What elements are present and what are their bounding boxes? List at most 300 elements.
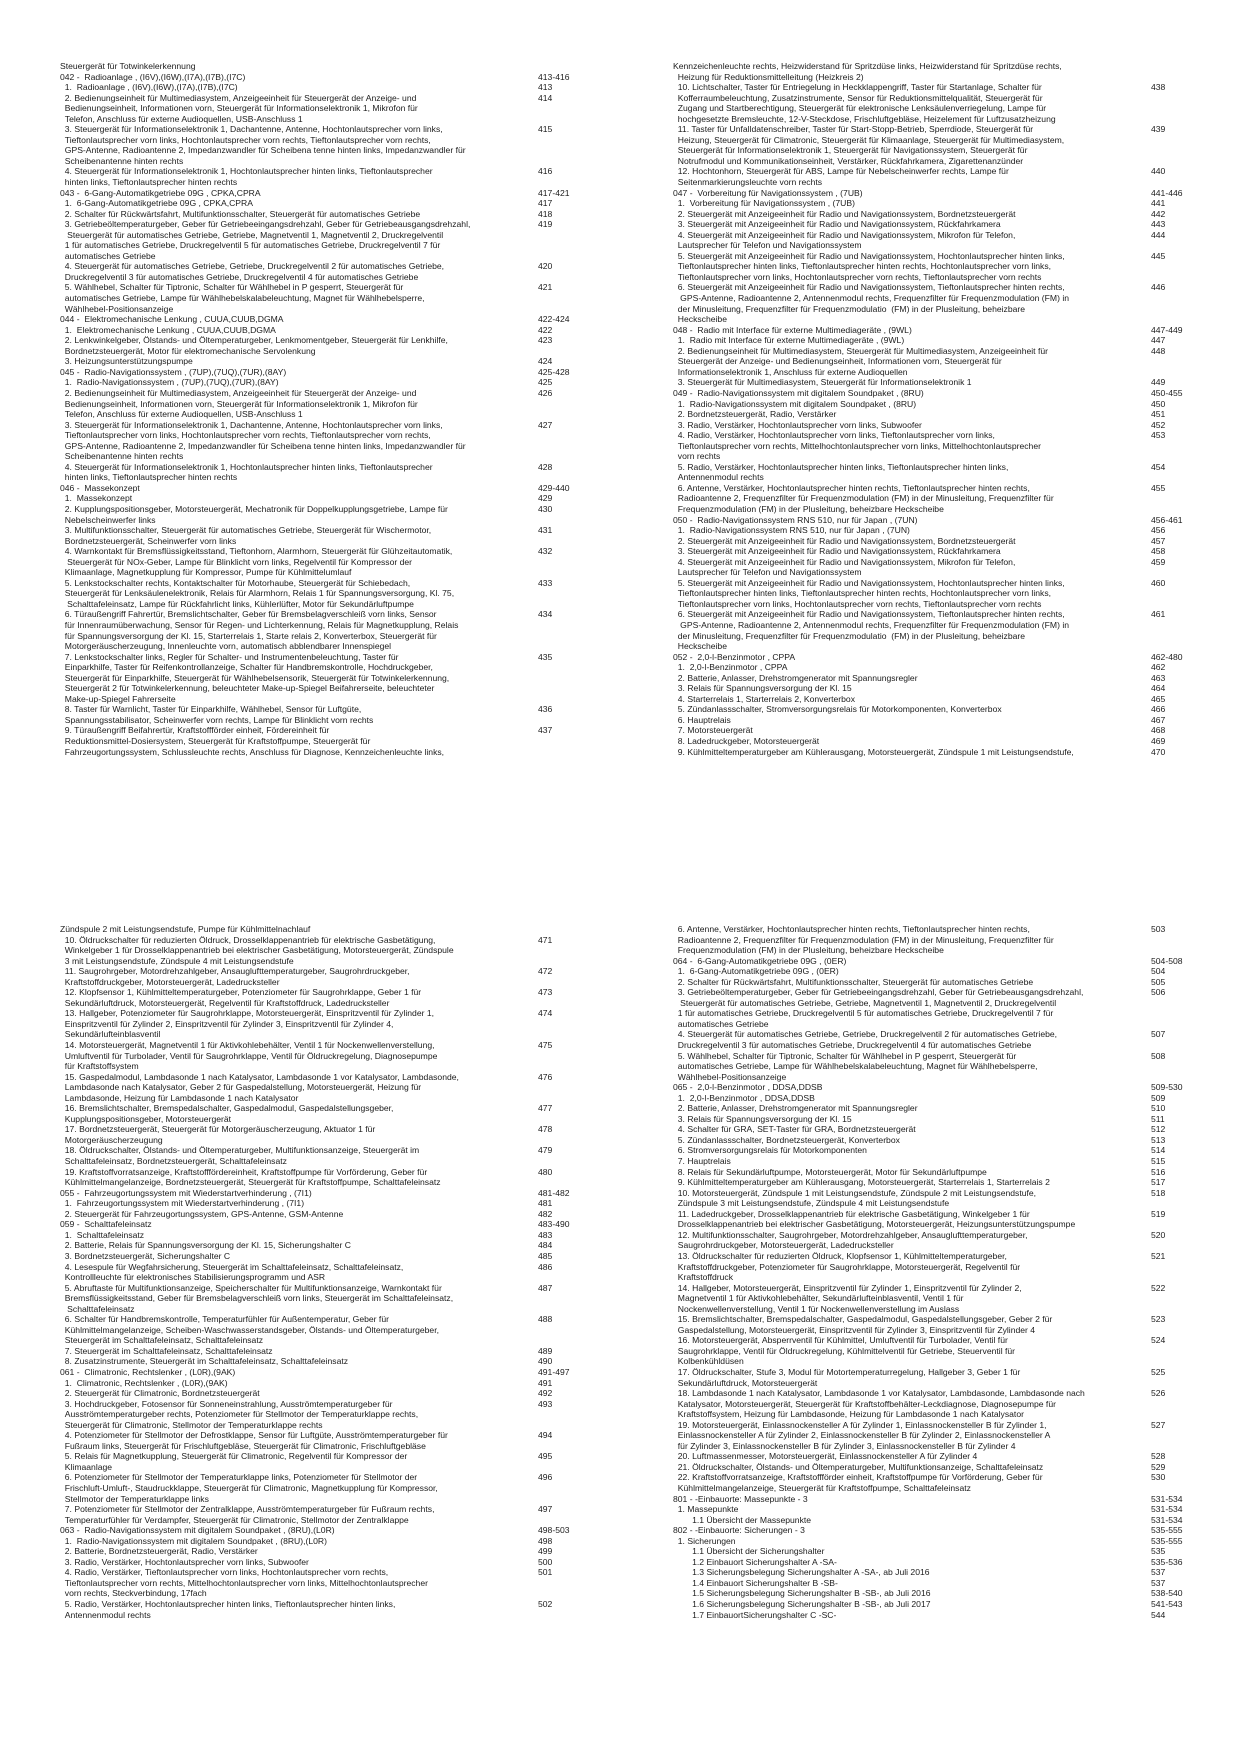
- toc-entry: [60, 325, 590, 336]
- toc-entry-page: [538, 272, 590, 283]
- toc-entry-page: 426: [538, 387, 553, 398]
- toc-entry-page: 441: [1151, 198, 1166, 209]
- toc-entry-text: 4. Warnkontakt für Bremsflüssigkeitsstand, Tieftonhorn, Alarmhorn, Steuergerät für Glühzeitautomatik,: [60, 546, 453, 557]
- toc-entry: [673, 282, 1203, 293]
- toc-entry: [673, 198, 1203, 209]
- toc-entry-page: 463: [1151, 672, 1166, 683]
- toc-entry: [60, 588, 590, 599]
- toc-entry-page: 485: [538, 1250, 553, 1261]
- toc-entry-text: GPS-Antenne, Radioantenne 2, Impedanzwandler für Scheibena tenne hinten links, Impedanzwandler für: [60, 440, 466, 451]
- toc-entry-text: 2. Bedienungseinheit für Multimediasystem, Anzeigeeinheit für Steuergerät der Anzeige- und: [60, 92, 417, 103]
- toc-column-top-left: [60, 61, 590, 832]
- toc-entry-text: 3. Steuergerät mit Anzeigeeinheit für Radio und Navigationssystem, Rückfahrkamera: [673, 219, 1001, 230]
- toc-entry: [60, 1103, 590, 1114]
- toc-entry-text: Steuergerät für Totwinkelerkennung: [60, 61, 196, 71]
- toc-entry-text: 1.1 Übersicht der Sicherungshalter: [673, 1546, 825, 1557]
- toc-entry-text: 13. Hallgeber, Potenziometer für Saugrohrklappe, Motorsteuergerät, Einspritzventil für Zylinder 1,: [60, 1008, 435, 1019]
- toc-entry: [673, 388, 1203, 399]
- toc-entry: [673, 1051, 1203, 1062]
- toc-entry-text: Frischluft-Umluft-, Staudruckklappe, Steuergerät für Climatronic, Magnetkupplung für Kompressor,: [60, 1482, 438, 1493]
- toc-entry-text: 5. Steuergerät mit Anzeigeeinheit für Radio und Navigationssystem, Hochtonlautsprecher hinten links,: [673, 577, 1065, 588]
- toc-entry: [60, 1240, 590, 1251]
- toc-entry-page: [538, 177, 590, 188]
- toc-entry: [60, 230, 590, 241]
- toc-entry-page: 519: [1151, 1208, 1166, 1219]
- toc-entry-text: 4. Radio, Verstärker, Hochtonlautsprecher vorn links, Tieftonlautsprecher vorn links,: [673, 430, 995, 441]
- toc-entry: [60, 557, 590, 568]
- toc-entry-text: 5. Zündanlassschalter, Bordnetzsteuergerät, Konverterbox: [673, 1134, 900, 1145]
- toc-entry-page: 458: [1151, 546, 1166, 557]
- toc-entry-page: 417-421: [538, 187, 570, 198]
- toc-entry-page: 491: [538, 1377, 553, 1388]
- toc-entry-page: 494: [538, 1430, 553, 1441]
- toc-entry-text: für Zylinder 3, Einlassnockensteller B für Zylinder 3, Einlassnockensteller B für Zylinder 4: [673, 1440, 1016, 1451]
- toc-entry: [60, 631, 590, 642]
- toc-entry-text: 1. 6-Gang-Automatikgetriebe 09G , (0ER): [673, 966, 839, 977]
- toc-entry-page: [538, 662, 590, 673]
- toc-entry-text: Schalttafeleinsatz, Bordnetzsteuergerät, Schalttafeleinsatz: [60, 1156, 287, 1167]
- toc-entry-page: [538, 1272, 590, 1283]
- toc-entry-page: 528: [1151, 1451, 1166, 1462]
- toc-entry-text: Magnetventil 1 für Aktivkohlebehälter, Sekundärlufteinblasventil, Ventil 1 für: [673, 1293, 964, 1304]
- toc-entry-text: 9. Kühlmitteltemperaturgeber am Kühlerausgang, Motorsteuergerät, Starterrelais 1, Starterrelais 2: [673, 1177, 1050, 1188]
- toc-entry: [673, 557, 1203, 568]
- toc-entry: [60, 1483, 590, 1494]
- toc-entry-text: 046 - Massekonzept: [60, 482, 140, 493]
- toc-entry-page: [538, 156, 590, 167]
- toc-entry: [673, 1409, 1203, 1420]
- toc-entry-page: 488: [538, 1314, 553, 1325]
- toc-entry: [60, 1082, 590, 1093]
- toc-entry-page: [538, 1462, 590, 1473]
- toc-entry: [673, 1378, 1203, 1389]
- toc-entry-page: [1151, 272, 1203, 283]
- toc-entry: [60, 1367, 590, 1378]
- toc-entry: [673, 1040, 1203, 1051]
- toc-entry-text: 15. Gaspedalmodul, Lambdasonde 1 nach Katalysator, Lambdasonde 1 vor Katalysator, Lambdasonde,: [60, 1071, 459, 1082]
- toc-entry-text: 2. Steuergerät mit Anzeigeeinheit für Radio und Navigationssystem, Bordnetzsteuergerät: [673, 208, 1016, 219]
- toc-entry-text: Saugrohrdruckgeber, Motorsteuergerät, Ladedrucksteller: [673, 1240, 894, 1251]
- toc-entry-page: 516: [1151, 1166, 1166, 1177]
- toc-entry: [673, 1272, 1203, 1283]
- toc-entry-text: 1. Radio-Navigationssystem , (7UP),(7UQ),(7UR),(8AY): [60, 377, 279, 388]
- toc-entry-text: 8. Ladedruckgeber, Motorsteuergerät: [673, 736, 820, 746]
- toc-entry-text: Bremsflüssigkeitsstand, Geber für Bremsbelagverschleiß vorn links, Steuergerät im Schalttafeleinsatz,: [60, 1293, 454, 1304]
- toc-entry-text: 6. Antenne, Verstärker, Hochtonlautsprecher hinten rechts, Tieftonlautsprecher hinten rechts,: [673, 482, 1030, 493]
- toc-entry-page: 524: [1151, 1335, 1166, 1346]
- toc-entry: [673, 1462, 1203, 1473]
- toc-entry-page: [1151, 72, 1203, 83]
- toc-entry: [673, 1472, 1203, 1483]
- toc-entry-text: 11. Ladedruckgeber, Drosselklappenantrieb für elektrische Gasbetätigung, Winkelgeber 1 für: [673, 1208, 1030, 1219]
- toc-entry-page: [538, 1293, 590, 1304]
- toc-entry-page: [1151, 1409, 1203, 1420]
- toc-entry-text: 065 - 2,0-l-Benzinmotor , DDSA,DDSB: [673, 1082, 823, 1093]
- toc-entry-text: der Minusleitung, Frequenzfilter für Frequenzmodulatio (FM) in der Plusleitung, beheizbare: [673, 303, 1026, 314]
- toc-entry-text: 044 - Elektromechanische Lenkung , CUUA,CUUB,DGMA: [60, 314, 284, 325]
- toc-entry-text: 042 - Radioanlage , (I6V),(I6W),(I7A),(I7B),(I7C): [60, 71, 246, 82]
- toc-entry-page: [1151, 356, 1203, 367]
- toc-entry: [60, 609, 590, 620]
- toc-entry-text: 5. Steuergerät mit Anzeigeeinheit für Radio und Navigationssystem, Hochtonlautsprecher hinten links,: [673, 250, 1065, 261]
- toc-entry-text: automatisches Getriebe: [673, 1018, 769, 1029]
- toc-entry-page: 438: [1151, 82, 1166, 93]
- toc-entry: [60, 1283, 590, 1294]
- toc-entry-text: 12. Hochtonhorn, Steuergerät für ABS, Lampe für Nebelscheinwerfer rechts, Lampe für: [673, 166, 1009, 177]
- toc-entry-page: 515: [1151, 1156, 1166, 1167]
- toc-entry-page: [538, 1494, 590, 1505]
- toc-entry-text: Zugang und Startberechtigung, Steuergerät für elektronische Lenksäulenverriegelung, Lampe für: [673, 103, 1047, 114]
- toc-entry-page: 537: [1151, 1577, 1166, 1588]
- toc-entry: [673, 103, 1203, 114]
- toc-entry-text: 14. Hallgeber, Motorsteuergerät, Einspritzventil für Zylinder 1, Einspritzventil für Zylinder 2,: [673, 1282, 1022, 1293]
- toc-entry-text: 2. Batterie, Anlasser, Drehstromgenerator mit Spannungsregler: [673, 672, 918, 683]
- toc-entry-page: 498: [538, 1535, 553, 1546]
- toc-entry-text: 1. Fahrzeugortungssystem mit Wiederstartverhinderung , (7I1): [60, 1198, 305, 1209]
- toc-entry: [673, 725, 1203, 736]
- toc-entry: [60, 335, 590, 346]
- toc-entry-text: 10. Motorsteuergerät, Zündspule 1 mit Leistungsendstufe, Zündspule 2 mit Leistungsendstufe,: [673, 1187, 1037, 1198]
- toc-entry-text: 2. Schalter für Rückwärtsfahrt, Multifunktionsschalter, Steuergerät für automatisches Getriebe: [673, 976, 1034, 987]
- toc-entry-text: Reduktionsmittel-Dosiersystem, Steuergerät für Kraftstoffpumpe, Steuergerät für: [60, 736, 371, 746]
- toc-entry: [60, 1293, 590, 1304]
- toc-entry: [673, 1610, 1203, 1621]
- toc-entry-page: [538, 1610, 590, 1621]
- toc-entry: [60, 367, 590, 378]
- toc-entry-page: 513: [1151, 1134, 1166, 1145]
- toc-entry: [673, 956, 1203, 967]
- toc-entry: [673, 451, 1203, 462]
- toc-entry: [60, 567, 590, 578]
- toc-entry-page: 497: [538, 1504, 553, 1515]
- toc-entry-text: 3. Relais für Spannungsversorgung der Kl. 15: [673, 683, 852, 694]
- toc-entry-page: 454: [1151, 461, 1166, 472]
- toc-entry: [60, 1114, 590, 1125]
- toc-entry-page: 462-480: [1151, 651, 1183, 662]
- toc-entry-page: 455: [1151, 482, 1166, 493]
- toc-entry: [673, 261, 1203, 272]
- toc-entry: [673, 1198, 1203, 1209]
- toc-entry-text: Bedienungseinheit, Informationen vorn, Steuergerät für Informationselektronik 1, Mikrofon für: [60, 398, 418, 409]
- toc-entry-text: Kolbenkühldüsen: [673, 1356, 744, 1367]
- toc-entry-text: 802 - -Einbauorte: Sicherungen - 3: [673, 1525, 805, 1536]
- toc-entry-text: Tieftonlautsprecher vorn links, Hochtonlautsprecher vorn rechts, Tieftonlautsprecher vorn rechts,: [60, 134, 431, 145]
- toc-entry-page: 413-416: [538, 71, 570, 82]
- toc-entry: [673, 1525, 1203, 1536]
- toc-entry-text: Lambdasonde nach Katalysator, Geber 2 für Gaspedalstellung, Motorsteuergerät, Heizung für: [60, 1082, 422, 1093]
- toc-entry: [673, 346, 1203, 357]
- toc-entry-page: 432: [538, 546, 553, 557]
- toc-entry-text: 3 mit Leistungsendstufe, Zündspule 4 mit Leistungsendstufe: [60, 955, 294, 966]
- toc-entry-page: 492: [538, 1388, 553, 1399]
- toc-entry-page: 479: [538, 1145, 553, 1156]
- toc-entry: [60, 61, 590, 72]
- toc-entry-text: Telefon, Anschluss für externe Audioquellen, USB-Anschluss 1: [60, 113, 303, 124]
- toc-entry-page: [1151, 114, 1203, 125]
- toc-entry: [60, 1008, 590, 1019]
- toc-entry: [60, 1388, 590, 1399]
- toc-entry: [673, 441, 1203, 452]
- toc-entry-page: 507: [1151, 1029, 1166, 1040]
- toc-entry-page: 443: [1151, 219, 1166, 230]
- toc-entry-page: 527: [1151, 1419, 1166, 1430]
- toc-entry-page: 425-428: [538, 366, 570, 377]
- toc-entry: [60, 1019, 590, 1030]
- toc-entry-page: [1151, 1304, 1203, 1315]
- toc-entry-page: 537: [1151, 1567, 1166, 1578]
- toc-entry-page: [1151, 945, 1203, 956]
- toc-entry-page: [538, 1135, 590, 1146]
- toc-entry-text: 1. Radio-Navigationssystem mit digitalem Soundpaket , (8RU),(L0R): [60, 1535, 327, 1546]
- toc-column-top-right: [673, 61, 1203, 832]
- toc-entry: [673, 145, 1203, 156]
- toc-entry-text: 8. Zusatzinstrumente, Steuergerät im Schalttafeleinsatz, Schalttafeleinsatz: [60, 1356, 349, 1367]
- toc-entry-page: [1151, 177, 1203, 188]
- toc-entry: [673, 430, 1203, 441]
- toc-entry-page: [1151, 998, 1203, 1009]
- toc-entry-text: Saugrohrklappe, Ventil für Öldruckregelung, Kühlmittelventil für Getriebe, Steuerventil für: [673, 1345, 1016, 1356]
- toc-entry-text: Kraftstoffsystem, Heizung für Lambdasonde, Heizung für Lambdasonde 1 nach Katalysator: [673, 1409, 1024, 1420]
- toc-entry-text: Steuergerät für NOx-Geber, Lampe für Blinklicht vorn links, Regelventil für Kompressor der: [60, 556, 413, 567]
- toc-entry: [673, 515, 1203, 526]
- toc-entry-page: [538, 631, 590, 642]
- toc-entry-text: 6. Steuergerät mit Anzeigeeinheit für Radio und Navigationssystem, Tieftonlautsprecher hinten rechts,: [673, 609, 1065, 620]
- toc-entry: [673, 135, 1203, 146]
- toc-entry: [673, 377, 1203, 388]
- toc-entry-page: 535: [1151, 1546, 1166, 1557]
- toc-entry-text: Bordnetzsteuergerät, Motor für elektromechanische Servolenkung: [60, 345, 316, 356]
- toc-entry: [60, 536, 590, 547]
- toc-entry-page: 512: [1151, 1124, 1166, 1135]
- toc-entry: [673, 1251, 1203, 1262]
- toc-entry-page: [1151, 135, 1203, 146]
- toc-entry-text: 1. Radio-Navigationssystem mit digitalem Soundpaket , (8RU): [673, 398, 917, 409]
- toc-entry: [673, 230, 1203, 241]
- toc-entry: [673, 1209, 1203, 1220]
- toc-entry: [60, 346, 590, 357]
- toc-entry-text: Antennenmodul rechts: [673, 472, 764, 483]
- toc-entry: [673, 304, 1203, 315]
- toc-entry-page: 471: [538, 934, 553, 945]
- toc-entry: [673, 1283, 1203, 1294]
- toc-entry-page: 462: [1151, 662, 1166, 673]
- toc-entry: [60, 1304, 590, 1315]
- toc-entry-text: Kupplungspositionsgeber, Motorsteuergerät: [60, 1113, 232, 1124]
- toc-entry: [673, 683, 1203, 694]
- toc-entry-page: 478: [538, 1124, 553, 1135]
- toc-entry-page: 444: [1151, 229, 1166, 240]
- toc-entry-text: 2. Steuergerät mit Anzeigeeinheit für Radio und Navigationssystem, Bordnetzsteuergerät: [673, 535, 1016, 546]
- toc-entry: [60, 1314, 590, 1325]
- toc-entry-text: Einspritzventil für Zylinder 2, Einspritzventil für Zylinder 3, Einspritzventil für Zylinder 4,: [60, 1018, 394, 1029]
- toc-entry-text: 2. Bedienungseinheit für Multimediasystem, Steuergerät für Multimediasystem, Anzeigeeinheit für: [673, 345, 1048, 356]
- toc-entry-page: 504-508: [1151, 955, 1183, 966]
- toc-entry: [60, 673, 590, 684]
- toc-entry: [673, 620, 1203, 631]
- toc-entry: [60, 1409, 590, 1420]
- toc-entry-page: [538, 977, 590, 988]
- toc-entry-text: 3. Steuergerät für Informationselektronik 1, Dachantenne, Antenne, Hochtonlautsprecher vorn links,: [60, 124, 443, 135]
- toc-entry-page: 538-540: [1151, 1588, 1183, 1599]
- toc-entry-page: 456: [1151, 525, 1166, 536]
- toc-entry-text: 045 - Radio-Navigationssystem , (7UP),(7UQ),(7UR),(8AY): [60, 366, 287, 377]
- toc-entry-text: Tieftonlautsprecher vorn links, Hochtonlautsprecher vorn rechts, Tieftonlautsprecher vorn rechts,: [60, 430, 431, 441]
- toc-entry: [673, 578, 1203, 589]
- toc-entry-page: 428: [538, 461, 553, 472]
- toc-entry-page: 451: [1151, 409, 1166, 420]
- toc-entry: [673, 1346, 1203, 1357]
- toc-entry-page: 475: [538, 1040, 553, 1051]
- toc-entry-text: Steuergerät im Schalttafeleinsatz, Schalttafeleinsatz: [60, 1335, 264, 1346]
- toc-entry: [673, 736, 1203, 747]
- toc-entry-text: Katalysator, Motorsteuergerät, Steuergerät für Kraftstoffbehälter-Leckdiagnose, Diagnosepumpe für: [673, 1398, 1056, 1409]
- toc-entry-text: Umluftventil für Turbolader, Ventil für Saugrohrklappe, Ventil für Öldruckregelung, Diagnosepumpe: [60, 1050, 438, 1061]
- toc-entry-page: [538, 620, 590, 631]
- toc-entry-text: 16. Bremslichtschalter, Bremspedalschalter, Gaspedalmodul, Gaspedalstellungsgeber,: [60, 1103, 394, 1114]
- toc-entry: [60, 114, 590, 125]
- toc-entry-page: [1151, 1061, 1203, 1072]
- toc-entry: [673, 1103, 1203, 1114]
- toc-entry-text: 1.4 Einbauort Sicherungshalter B -SB-: [673, 1577, 838, 1588]
- toc-entry: [60, 1494, 590, 1505]
- toc-entry-page: 481-482: [538, 1187, 570, 1198]
- toc-entry: [60, 1325, 590, 1336]
- toc-entry-text: der Minusleitung, Frequenzfilter für Frequenzmodulatio (FM) in der Plusleitung, beheizbare: [673, 630, 1026, 641]
- toc-entry-text: 1. Radio mit Interface für externe Multimediageräte , (9WL): [673, 335, 905, 346]
- toc-entry-page: [1151, 1072, 1203, 1083]
- toc-entry-text: 3. Hochdruckgeber, Fotosensor für Sonneneinstrahlung, Ausströmtemperaturgeber für: [60, 1398, 393, 1409]
- toc-entry-page: 520: [1151, 1229, 1166, 1240]
- toc-entry: [673, 188, 1203, 199]
- toc-entry: [673, 472, 1203, 483]
- toc-entry-page: 415: [538, 124, 553, 135]
- toc-entry-page: 529: [1151, 1461, 1166, 1472]
- toc-entry-page: [538, 1483, 590, 1494]
- toc-entry-text: 15. Bremslichtschalter, Bremspedalschalter, Gaspedalmodul, Gaspedalstellungsgeber, Geber 2 für: [673, 1314, 1053, 1325]
- toc-entry-page: 427: [538, 419, 553, 430]
- toc-entry-text: 1 für automatisches Getriebe, Druckregelventil 5 für automatisches Getriebe, Druckregelventil 7 für: [60, 240, 441, 251]
- toc-entry: [60, 987, 590, 998]
- toc-entry: [673, 114, 1203, 125]
- toc-entry-page: [538, 1335, 590, 1346]
- toc-entry: [60, 1051, 590, 1062]
- toc-entry-page: [1151, 1008, 1203, 1019]
- toc-entry-page: 521: [1151, 1250, 1166, 1261]
- toc-entry-page: 450-455: [1151, 387, 1183, 398]
- toc-entry-page: [538, 1082, 590, 1093]
- toc-entry-text: GPS-Antenne, Radioantenne 2, Impedanzwandler für Scheibena tenne hinten links, Impedanzwandler für: [60, 145, 466, 156]
- toc-entry-text: Ausströmtemperaturgeber rechts, Potenziometer für Stellmotor der Temperaturklappe rechts,: [60, 1409, 419, 1420]
- toc-entry-page: [1151, 304, 1203, 315]
- toc-entry-page: [538, 409, 590, 420]
- toc-entry: [60, 314, 590, 325]
- toc-entry-page: [538, 135, 590, 146]
- toc-entry-page: 495: [538, 1451, 553, 1462]
- toc-entry-page: 456-461: [1151, 514, 1183, 525]
- toc-entry-page: 417: [538, 198, 553, 209]
- toc-entry-text: 3. Steuergerät für Multimediasystem, Steuergerät für Informationselektronik 1: [673, 377, 972, 388]
- toc-entry: [673, 1546, 1203, 1557]
- toc-entry-text: Sekundärluftdruck, Motorsteuergerät: [673, 1377, 818, 1388]
- toc-entry-text: 10. Lichtschalter, Taster für Entriegelung in Heckklappengriff, Taster für Startanlage, Schalter für: [673, 82, 1042, 93]
- toc-entry: [60, 1167, 590, 1178]
- toc-entry: [673, 1430, 1203, 1441]
- toc-entry-page: [538, 1114, 590, 1125]
- toc-entry: [60, 725, 590, 736]
- toc-entry-page: [1151, 261, 1203, 272]
- toc-entry: [673, 1567, 1203, 1578]
- toc-entry-page: 487: [538, 1282, 553, 1293]
- toc-entry: [673, 641, 1203, 652]
- toc-entry-text: automatisches Getriebe, Lampe für Wählhebelskalabeleuchtung, Magnet für Wählhebelsperre,: [673, 1061, 1038, 1072]
- toc-entry-text: 1. 2,0-l-Benzinmotor , CPPA: [673, 662, 788, 673]
- toc-entry-page: 470: [1151, 746, 1166, 757]
- toc-entry-page: 504: [1151, 966, 1166, 977]
- toc-entry: [60, 736, 590, 747]
- toc-entry: [60, 504, 590, 515]
- toc-entry-text: 4. Potenziometer für Stellmotor der Defrostklappe, Sensor für Luftgüte, Ausströmtemperaturgeber für: [60, 1430, 448, 1441]
- toc-entry-text: 1. Vorbereitung für Navigationssystem , (7UB): [673, 198, 855, 209]
- toc-entry: [60, 1198, 590, 1209]
- toc-entry-text: Kühlmittelmangelanzeige, Steuergerät für Kraftstoffpumpe, Schalttafeleinsatz: [673, 1482, 971, 1493]
- toc-entry-page: 453: [1151, 430, 1166, 441]
- toc-entry: [60, 293, 590, 304]
- toc-entry: [60, 1188, 590, 1199]
- toc-entry: [60, 1441, 590, 1452]
- toc-entry-page: 474: [538, 1008, 553, 1019]
- toc-entry-page: 483-490: [538, 1219, 570, 1230]
- toc-entry: [673, 1335, 1203, 1346]
- toc-entry-text: Scheibenantenne hinten rechts: [60, 155, 184, 166]
- toc-entry-text: 1.3 Sicherungsbelegung Sicherungshalter A -SA-, ab Juli 2016: [673, 1567, 930, 1578]
- toc-entry: [673, 1441, 1203, 1452]
- toc-entry-page: [538, 251, 590, 262]
- toc-entry-text: Steuergerät für Informationselektronik 1, Steuergerät für Navigationssystem, Steuergerät für: [673, 145, 1028, 156]
- toc-entry: [60, 1578, 590, 1589]
- toc-entry-page: [538, 114, 590, 125]
- toc-entry-page: 508: [1151, 1050, 1166, 1061]
- toc-entry: [673, 420, 1203, 431]
- toc-entry-text: 3. Steuergerät mit Anzeigeeinheit für Radio und Navigationssystem, Rückfahrkamera: [673, 546, 1001, 557]
- toc-entry-page: [1151, 493, 1203, 504]
- toc-entry-page: 535-555: [1151, 1525, 1183, 1536]
- toc-entry: [673, 1536, 1203, 1547]
- toc-entry: [60, 135, 590, 146]
- toc-entry-page: [1151, 599, 1203, 610]
- toc-entry: [60, 1156, 590, 1167]
- toc-entry-text: Winkelgeber 1 für Drosselklappenantrieb bei elektrischer Gasbetätigung, Motorsteuergerät, Zündspule: [60, 945, 454, 956]
- toc-entry-page: 530: [1151, 1472, 1166, 1483]
- toc-entry-page: 450: [1151, 398, 1166, 409]
- toc-entry: [60, 1177, 590, 1188]
- toc-entry-text: 4. Steuergerät für Informationselektronik 1, Hochtonlautsprecher hinten links, Tieftonlautsprecher: [60, 166, 433, 177]
- toc-entry: [673, 631, 1203, 642]
- toc-entry-page: 464: [1151, 683, 1166, 694]
- toc-entry: [60, 1546, 590, 1557]
- toc-entry-page: [538, 673, 590, 684]
- toc-entry-text: 13. Öldruckschalter für reduzierten Öldruck, Klopfsensor 1, Kühlmitteltemperaturgeber,: [673, 1250, 1007, 1261]
- toc-entry: [60, 1567, 590, 1578]
- toc-entry: [673, 935, 1203, 946]
- toc-entry-page: 430: [538, 503, 553, 514]
- toc-entry-page: [538, 451, 590, 462]
- toc-entry: [60, 483, 590, 494]
- toc-entry-page: [1151, 1198, 1203, 1209]
- toc-entry-text: Kofferraumbeleuchtung, Zusatzinstrumente, Sensor für Reduktionsmittelqualität, Steuergerät für: [673, 92, 1043, 103]
- toc-entry-text: Fahrzeugortungssystem, Schlussleuchte rechts, Anschluss für Diagnose, Kennzeichenleuchte links,: [60, 746, 445, 757]
- toc-entry-text: Schalttafeleinsatz: [60, 1303, 135, 1314]
- toc-entry: [673, 1029, 1203, 1040]
